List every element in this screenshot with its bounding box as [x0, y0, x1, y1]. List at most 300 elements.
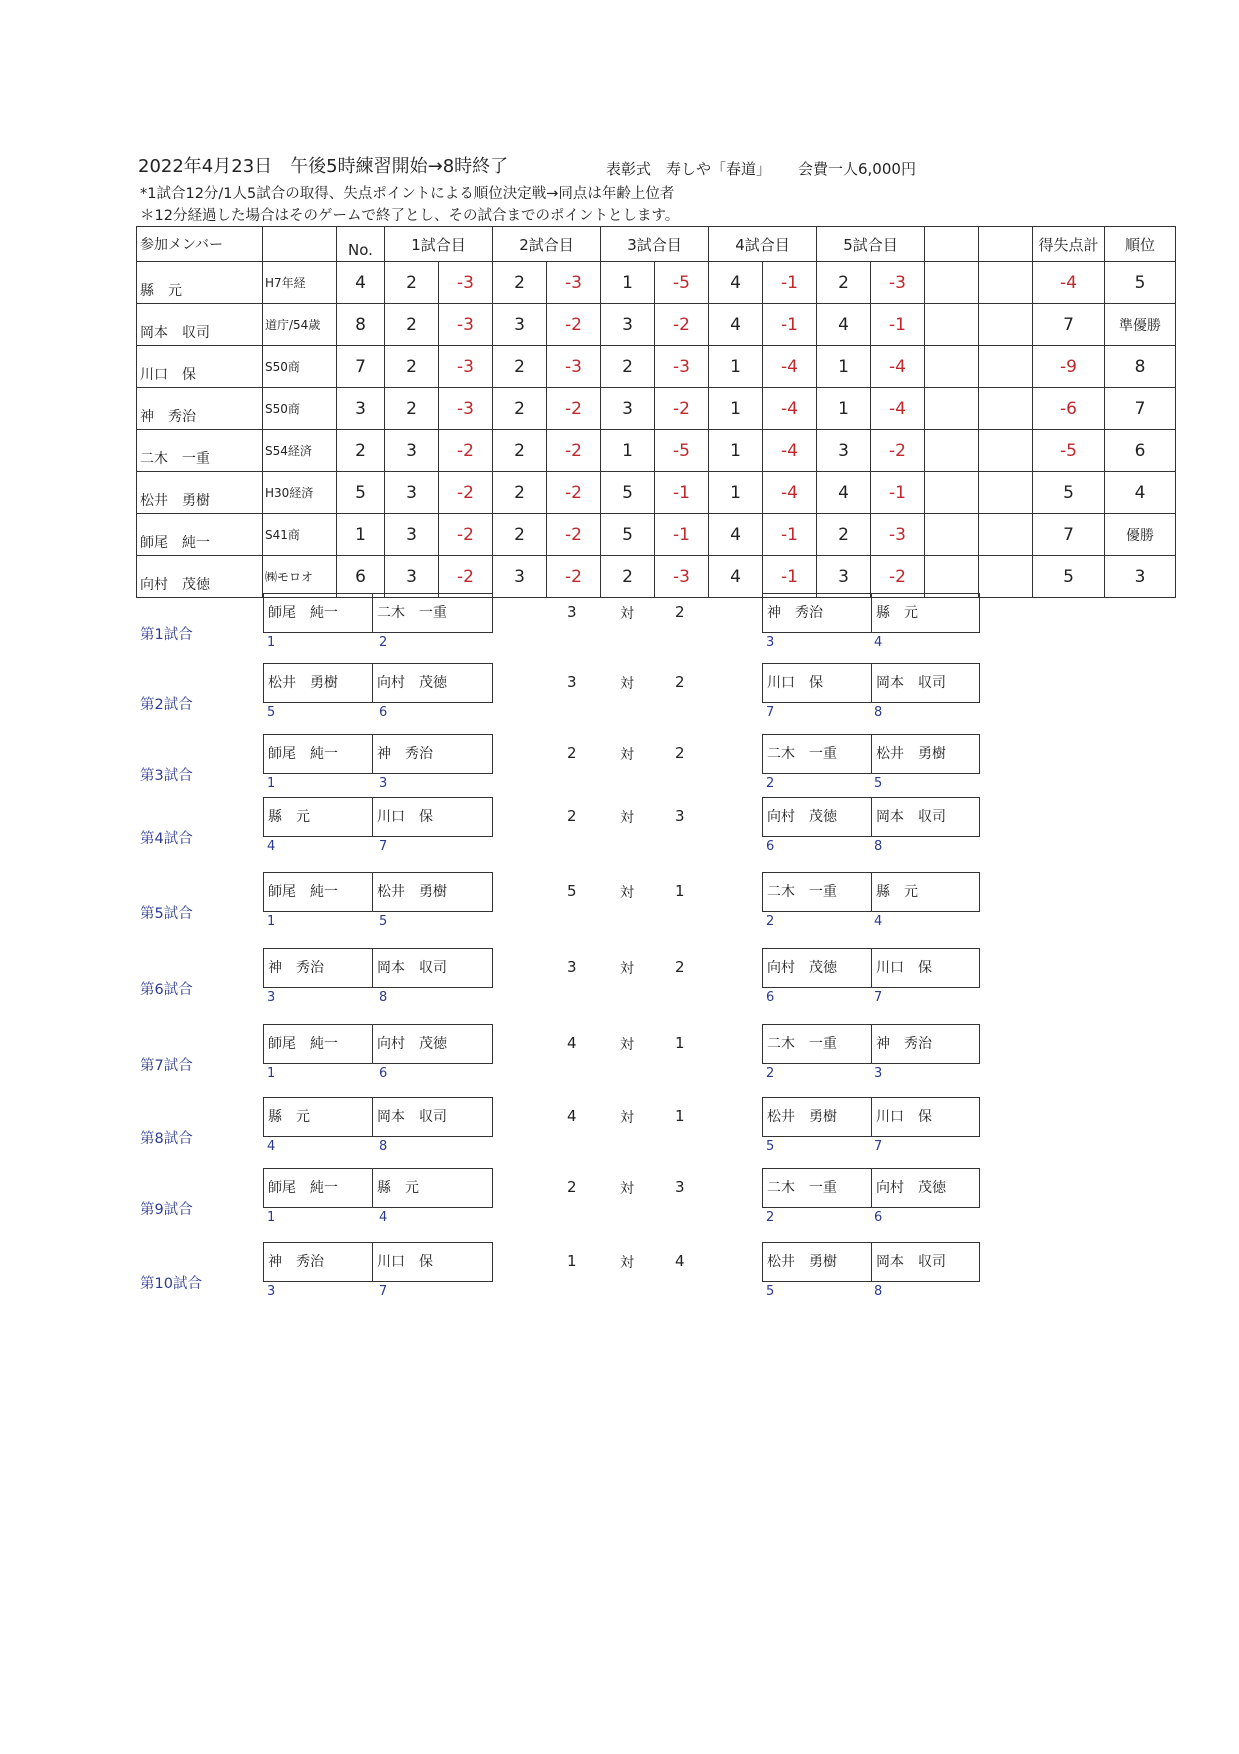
game-points: 3 — [601, 304, 655, 346]
table-row — [137, 430, 1176, 472]
player-number: 8 — [379, 990, 388, 1005]
blank-cell — [979, 388, 1033, 430]
left-pair — [263, 1024, 493, 1064]
player-name: 川口 保 — [871, 1098, 979, 1136]
game-conceded: -2 — [871, 430, 925, 472]
member-rank: 8 — [1105, 346, 1176, 388]
left-pair — [263, 1242, 493, 1282]
game-conceded: -3 — [439, 388, 493, 430]
versus-label: 対 — [620, 1181, 634, 1197]
game-points: 3 — [493, 556, 547, 598]
game-points: 4 — [709, 304, 763, 346]
member-name: 松井 勇樹 — [137, 472, 263, 514]
blank-cell — [925, 430, 979, 472]
score-right: 2 — [675, 958, 685, 976]
score-left: 4 — [567, 1034, 577, 1052]
score-right: 2 — [675, 673, 685, 691]
blank-cell — [979, 472, 1033, 514]
game-points: 3 — [385, 430, 439, 472]
player-name: 向村 茂徳 — [372, 1025, 492, 1063]
game-conceded: -2 — [439, 514, 493, 556]
right-pair — [762, 797, 980, 837]
member-affiliation: S50商 — [263, 346, 337, 388]
player-number: 2 — [766, 1066, 775, 1081]
table-header-row — [137, 227, 1176, 262]
header-game-5: 5試合目 — [817, 227, 925, 262]
blank-cell — [979, 556, 1033, 598]
player-number: 1 — [267, 1210, 276, 1225]
blank-cell — [925, 262, 979, 304]
game-points: 3 — [385, 472, 439, 514]
player-number: 5 — [874, 776, 883, 791]
game-label: 第2試合 — [140, 697, 193, 713]
player-number: 8 — [379, 1139, 388, 1154]
blank-cell — [979, 430, 1033, 472]
game-conceded: -2 — [547, 556, 601, 598]
player-name: 師尾 純一 — [268, 1036, 338, 1052]
game-conceded: -2 — [547, 388, 601, 430]
player-name: 向村 茂徳 — [767, 960, 837, 976]
header-total: 得失点計 — [1033, 227, 1105, 262]
game-conceded: -2 — [655, 388, 709, 430]
game-label: 第7試合 — [140, 1058, 193, 1074]
game-conceded: -4 — [763, 472, 817, 514]
game-conceded: -1 — [763, 514, 817, 556]
player-name: 神 秀治 — [268, 960, 324, 976]
game-conceded: -3 — [547, 346, 601, 388]
game-points: 3 — [817, 430, 871, 472]
left-pair — [263, 872, 493, 912]
player-number: 1 — [267, 1066, 276, 1081]
game-2 — [0, 663, 1239, 735]
player-name: 縣 元 — [871, 873, 979, 911]
left-pair — [263, 1097, 493, 1137]
game-10 — [0, 1242, 1239, 1314]
player-name: 向村 茂徳 — [871, 1169, 979, 1207]
blank-cell — [925, 514, 979, 556]
player-number: 8 — [874, 1284, 883, 1299]
player-name: 神 秀治 — [372, 735, 492, 773]
score-right: 2 — [675, 744, 685, 762]
versus-label: 対 — [620, 676, 634, 692]
player-number: 3 — [874, 1066, 883, 1081]
player-name: 松井 勇樹 — [767, 1254, 837, 1270]
player-name: 川口 保 — [767, 675, 823, 691]
game-points: 1 — [709, 346, 763, 388]
header-members: 参加メンバー — [137, 227, 263, 262]
left-pair — [263, 734, 493, 774]
right-pair — [762, 663, 980, 703]
rule-note-1: *1試合12分/1人5試合の取得、失点ポイントによる順位決定戦→同点は年齢上位者 — [140, 186, 675, 202]
right-pair — [762, 593, 980, 633]
score-right: 1 — [675, 882, 685, 900]
versus-label: 対 — [620, 1110, 634, 1126]
game-conceded: -4 — [871, 388, 925, 430]
game-points: 1 — [601, 430, 655, 472]
table-row — [137, 304, 1176, 346]
game-conceded: -1 — [655, 514, 709, 556]
game-1 — [0, 593, 1239, 665]
player-name: 神 秀治 — [767, 605, 823, 621]
blank-cell — [925, 556, 979, 598]
game-conceded: -3 — [871, 514, 925, 556]
game-points: 2 — [385, 346, 439, 388]
score-right: 3 — [675, 1178, 685, 1196]
game-points: 1 — [817, 388, 871, 430]
player-number: 3 — [267, 990, 276, 1005]
game-label: 第3試合 — [140, 768, 193, 784]
member-total: 5 — [1033, 556, 1105, 598]
member-affiliation: S54経済 — [263, 430, 337, 472]
header-blank-2 — [979, 227, 1033, 262]
score-right: 1 — [675, 1107, 685, 1125]
header-game-3: 3試合目 — [601, 227, 709, 262]
game-conceded: -3 — [655, 346, 709, 388]
game-points: 5 — [601, 472, 655, 514]
player-number: 8 — [874, 839, 883, 854]
player-name: 縣 元 — [268, 1109, 310, 1125]
table-row — [137, 262, 1176, 304]
member-no: 5 — [337, 472, 385, 514]
game-8 — [0, 1097, 1239, 1169]
game-conceded: -1 — [763, 304, 817, 346]
game-label: 第10試合 — [140, 1276, 202, 1292]
player-name: 岡本 収司 — [372, 1098, 492, 1136]
member-name: 神 秀治 — [137, 388, 263, 430]
member-total: 7 — [1033, 514, 1105, 556]
player-name: 岡本 収司 — [871, 1243, 979, 1281]
game-points: 3 — [385, 514, 439, 556]
blank-cell — [979, 514, 1033, 556]
award-ceremony-note: 表彰式 寿しや「春道」 — [606, 160, 772, 178]
score-right: 4 — [675, 1252, 685, 1270]
member-total: 5 — [1033, 472, 1105, 514]
right-pair — [762, 734, 980, 774]
table-row — [137, 514, 1176, 556]
game-conceded: -2 — [439, 556, 493, 598]
versus-label: 対 — [620, 1255, 634, 1271]
score-left: 3 — [567, 673, 577, 691]
member-rank: 優勝 — [1105, 514, 1176, 556]
player-number: 2 — [766, 1210, 775, 1225]
player-number: 5 — [267, 705, 276, 720]
member-name: 岡本 収司 — [137, 304, 263, 346]
left-pair — [263, 593, 493, 633]
player-number: 7 — [874, 1139, 883, 1154]
game-conceded: -2 — [547, 430, 601, 472]
versus-label: 対 — [620, 810, 634, 826]
game-points: 1 — [817, 346, 871, 388]
game-label: 第4試合 — [140, 831, 193, 847]
player-name: 神 秀治 — [871, 1025, 979, 1063]
game-points: 3 — [493, 304, 547, 346]
right-pair — [762, 948, 980, 988]
player-name: 師尾 純一 — [268, 605, 338, 621]
player-name: 縣 元 — [871, 594, 979, 632]
player-name: 師尾 純一 — [268, 746, 338, 762]
player-number: 5 — [379, 914, 388, 929]
game-conceded: -3 — [439, 262, 493, 304]
player-number: 7 — [379, 1284, 388, 1299]
player-name: 二木 一重 — [372, 594, 492, 632]
game-conceded: -3 — [871, 262, 925, 304]
game-label: 第6試合 — [140, 982, 193, 998]
game-label: 第5試合 — [140, 906, 193, 922]
game-conceded: -1 — [763, 556, 817, 598]
right-pair — [762, 1168, 980, 1208]
member-no: 3 — [337, 388, 385, 430]
game-4 — [0, 797, 1239, 869]
player-name: 師尾 純一 — [268, 1180, 338, 1196]
table-row — [137, 388, 1176, 430]
player-name: 松井 勇樹 — [372, 873, 492, 911]
versus-label: 対 — [620, 885, 634, 901]
member-affiliation: ㈱モロオ — [263, 556, 337, 598]
game-points: 2 — [385, 304, 439, 346]
game-conceded: -5 — [655, 262, 709, 304]
game-6 — [0, 948, 1239, 1020]
game-conceded: -3 — [439, 304, 493, 346]
game-conceded: -2 — [439, 472, 493, 514]
game-points: 5 — [601, 514, 655, 556]
game-conceded: -2 — [547, 472, 601, 514]
member-total: -9 — [1033, 346, 1105, 388]
game-points: 1 — [709, 388, 763, 430]
game-points: 3 — [817, 556, 871, 598]
page-title: 2022年4月23日 午後5時練習開始→8時終了 — [138, 156, 509, 177]
player-number: 1 — [267, 635, 276, 650]
header-affiliation — [263, 227, 337, 262]
player-number: 6 — [379, 1066, 388, 1081]
right-pair — [762, 1242, 980, 1282]
player-number: 6 — [379, 705, 388, 720]
player-name: 岡本 収司 — [871, 798, 979, 836]
game-label: 第9試合 — [140, 1202, 193, 1218]
player-name: 師尾 純一 — [268, 884, 338, 900]
left-pair — [263, 1168, 493, 1208]
member-affiliation: H7年経 — [263, 262, 337, 304]
player-number: 7 — [379, 839, 388, 854]
player-name: 二木 一重 — [767, 1180, 837, 1196]
game-conceded: -1 — [763, 262, 817, 304]
member-rank: 4 — [1105, 472, 1176, 514]
game-points: 2 — [493, 472, 547, 514]
blank-cell — [925, 388, 979, 430]
header-no: No. — [337, 227, 385, 262]
player-name: 松井 勇樹 — [268, 675, 338, 691]
game-conceded: -2 — [871, 556, 925, 598]
game-label: 第1試合 — [140, 627, 193, 643]
member-name: 川口 保 — [137, 346, 263, 388]
player-name: 松井 勇樹 — [767, 1109, 837, 1125]
player-name: 向村 茂徳 — [767, 809, 837, 825]
member-name: 二木 一重 — [137, 430, 263, 472]
member-rank: 5 — [1105, 262, 1176, 304]
versus-label: 対 — [620, 747, 634, 763]
game-conceded: -4 — [871, 346, 925, 388]
member-affiliation: 道庁/54歳 — [263, 304, 337, 346]
versus-label: 対 — [620, 1037, 634, 1053]
member-affiliation: S41商 — [263, 514, 337, 556]
game-points: 2 — [493, 388, 547, 430]
player-number: 5 — [766, 1284, 775, 1299]
blank-cell — [925, 472, 979, 514]
game-conceded: -1 — [871, 472, 925, 514]
game-points: 4 — [709, 556, 763, 598]
table-row — [137, 556, 1176, 598]
player-number: 4 — [267, 839, 276, 854]
game-conceded: -4 — [763, 388, 817, 430]
game-9 — [0, 1168, 1239, 1240]
game-points: 1 — [601, 262, 655, 304]
player-name: 神 秀治 — [268, 1254, 324, 1270]
player-number: 3 — [379, 776, 388, 791]
score-left: 2 — [567, 744, 577, 762]
game-conceded: -2 — [655, 304, 709, 346]
score-left: 5 — [567, 882, 577, 900]
game-conceded: -3 — [439, 346, 493, 388]
table-row — [137, 472, 1176, 514]
player-number: 7 — [766, 705, 775, 720]
member-no: 2 — [337, 430, 385, 472]
player-name: 縣 元 — [268, 809, 310, 825]
player-number: 6 — [766, 990, 775, 1005]
header-rank: 順位 — [1105, 227, 1176, 262]
table-row — [137, 346, 1176, 388]
score-left: 2 — [567, 1178, 577, 1196]
game-conceded: -2 — [439, 430, 493, 472]
game-points: 3 — [601, 388, 655, 430]
header-game-4: 4試合目 — [709, 227, 817, 262]
member-no: 7 — [337, 346, 385, 388]
member-total: -6 — [1033, 388, 1105, 430]
player-number: 2 — [379, 635, 388, 650]
player-name: 川口 保 — [372, 798, 492, 836]
rule-note-2: ＊12分経過した場合はそのゲームで終了とし、その試合までのポイントとします。 — [140, 208, 680, 224]
blank-cell — [979, 304, 1033, 346]
game-7 — [0, 1024, 1239, 1096]
game-points: 2 — [493, 430, 547, 472]
player-name: 松井 勇樹 — [871, 735, 979, 773]
game-conceded: -5 — [655, 430, 709, 472]
player-number: 4 — [874, 914, 883, 929]
player-number: 8 — [874, 705, 883, 720]
game-label: 第8試合 — [140, 1131, 193, 1147]
left-pair — [263, 663, 493, 703]
left-pair — [263, 797, 493, 837]
score-right: 2 — [675, 603, 685, 621]
player-number: 3 — [766, 635, 775, 650]
score-right: 3 — [675, 807, 685, 825]
game-conceded: -4 — [763, 430, 817, 472]
player-name: 川口 保 — [372, 1243, 492, 1281]
member-no: 8 — [337, 304, 385, 346]
score-left: 2 — [567, 807, 577, 825]
blank-cell — [979, 346, 1033, 388]
player-number: 1 — [267, 914, 276, 929]
game-conceded: -2 — [547, 304, 601, 346]
member-total: 7 — [1033, 304, 1105, 346]
game-points: 2 — [817, 262, 871, 304]
member-rank: 6 — [1105, 430, 1176, 472]
member-total: -4 — [1033, 262, 1105, 304]
member-affiliation: H30経済 — [263, 472, 337, 514]
member-name: 向村 茂徳 — [137, 556, 263, 598]
score-left: 4 — [567, 1107, 577, 1125]
fee-note: 会費一人6,000円 — [798, 160, 916, 178]
member-no: 6 — [337, 556, 385, 598]
player-name: 二木 一重 — [767, 884, 837, 900]
member-name: 縣 元 — [137, 262, 263, 304]
game-points: 2 — [493, 262, 547, 304]
game-conceded: -4 — [763, 346, 817, 388]
member-total: -5 — [1033, 430, 1105, 472]
player-number: 6 — [874, 1210, 883, 1225]
game-points: 4 — [709, 262, 763, 304]
header-game-2: 2試合目 — [493, 227, 601, 262]
game-5 — [0, 872, 1239, 944]
blank-cell — [979, 262, 1033, 304]
game-points: 4 — [817, 304, 871, 346]
player-number: 4 — [379, 1210, 388, 1225]
game-points: 2 — [493, 514, 547, 556]
score-right: 1 — [675, 1034, 685, 1052]
game-points: 2 — [385, 388, 439, 430]
player-number: 2 — [766, 914, 775, 929]
right-pair — [762, 1097, 980, 1137]
game-points: 2 — [385, 262, 439, 304]
right-pair — [762, 872, 980, 912]
game-points: 4 — [817, 472, 871, 514]
player-number: 2 — [766, 776, 775, 791]
member-affiliation: S50商 — [263, 388, 337, 430]
game-points: 2 — [601, 556, 655, 598]
game-conceded: -2 — [547, 514, 601, 556]
game-points: 3 — [385, 556, 439, 598]
player-name: 岡本 収司 — [871, 664, 979, 702]
player-name: 二木 一重 — [767, 1036, 837, 1052]
game-points: 1 — [709, 472, 763, 514]
member-rank: 準優勝 — [1105, 304, 1176, 346]
left-pair — [263, 948, 493, 988]
player-name: 縣 元 — [372, 1169, 492, 1207]
score-table — [136, 226, 1176, 598]
blank-cell — [925, 346, 979, 388]
member-no: 4 — [337, 262, 385, 304]
game-points: 4 — [709, 514, 763, 556]
player-number: 1 — [267, 776, 276, 791]
player-number: 7 — [874, 990, 883, 1005]
score-left: 3 — [567, 603, 577, 621]
player-number: 6 — [766, 839, 775, 854]
game-conceded: -3 — [655, 556, 709, 598]
player-name: 岡本 収司 — [372, 949, 492, 987]
player-number: 3 — [267, 1284, 276, 1299]
header-game-1: 1試合目 — [385, 227, 493, 262]
player-name: 川口 保 — [871, 949, 979, 987]
player-name: 二木 一重 — [767, 746, 837, 762]
right-pair — [762, 1024, 980, 1064]
score-left: 3 — [567, 958, 577, 976]
versus-label: 対 — [620, 961, 634, 977]
score-left: 1 — [567, 1252, 577, 1270]
game-points: 2 — [601, 346, 655, 388]
game-conceded: -1 — [871, 304, 925, 346]
game-points: 2 — [493, 346, 547, 388]
header-blank-1 — [925, 227, 979, 262]
player-number: 5 — [766, 1139, 775, 1154]
blank-cell — [925, 304, 979, 346]
